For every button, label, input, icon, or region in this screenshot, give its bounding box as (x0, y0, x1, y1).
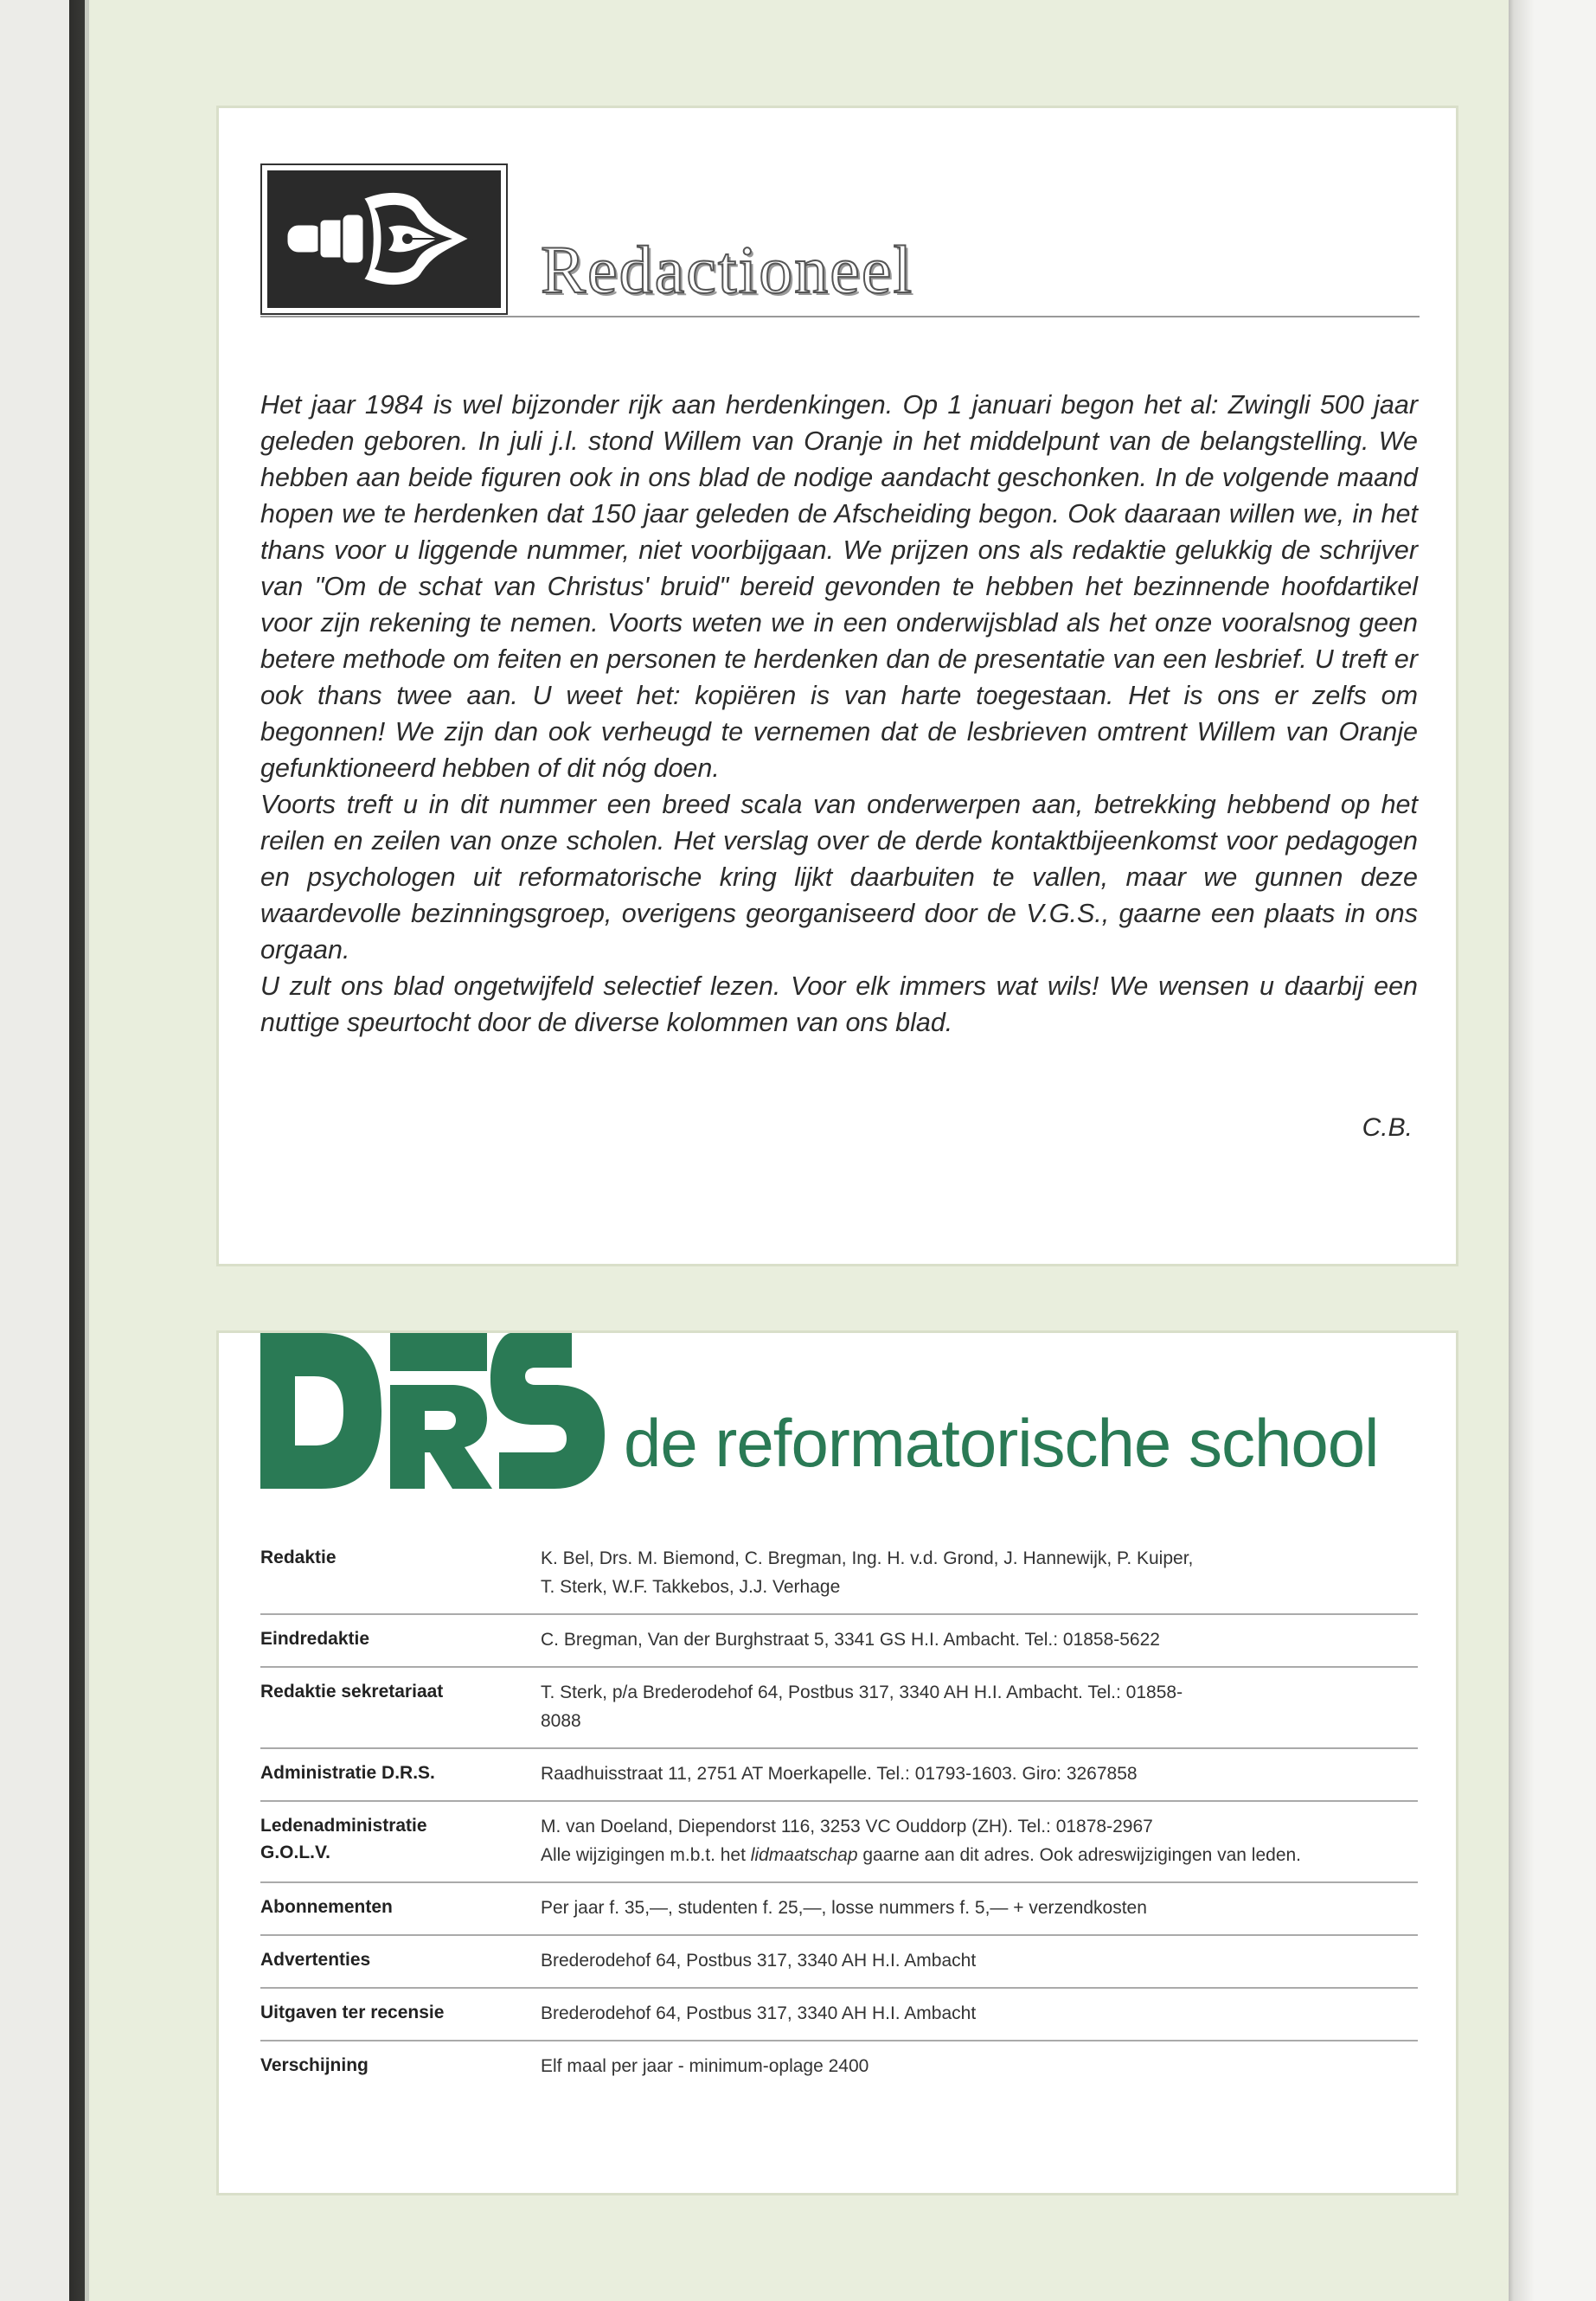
editorial-paragraph-2: Voorts treft u in dit nummer een breed scala van onderwerpen aan, betrekking hebbend op het reilen en zeilen van onze scholen. Het verslag over de derde kontaktbijeenkomst voor pedagogen en psychologen uit reformatorische kring lijkt daarbuiten te vallen, maar we gunnen deze waardevolle bezinningsgroep, overigens georganiseerd door de V.G.S., gaarne een plaats in ons orgaan. (260, 790, 1418, 965)
header-divider (260, 316, 1420, 317)
row-label: Verschijning (260, 2055, 369, 2075)
row-label: Redaktie (260, 1548, 337, 1567)
row-value (541, 1625, 1418, 1654)
row-label: Redaktie sekretariaat (260, 1682, 444, 1702)
colofon-row-administratie (260, 1749, 1418, 1802)
row-value (541, 1999, 1418, 2028)
colofon-row-abonnementen (260, 1883, 1418, 1936)
row-line: Brederodehof 64, Postbus 317, 3340 AH H.I. Ambacht (541, 1951, 977, 1971)
colofon-row-redaktie (260, 1534, 1418, 1615)
school-name: de reformatorische school (624, 1405, 1379, 1481)
colofon-row-advertenties (260, 1936, 1418, 1989)
row-label-line: Ledenadministratie (260, 1816, 427, 1836)
row-value (541, 2052, 1418, 2080)
note-text: Alle wijzigingen m.b.t. het (541, 1845, 751, 1865)
fountain-pen-nib-icon (267, 170, 501, 306)
editorial-body (260, 387, 1418, 1041)
row-line: C. Bregman, Van der Burghstraat 5, 3341 GS H.I. Ambacht. Tel.: 01858-5622 (541, 1630, 1160, 1650)
row-value (541, 1544, 1418, 1601)
editorial-panel (216, 106, 1458, 1266)
row-label: Administratie D.R.S. (260, 1763, 435, 1783)
note-text: gaarne aan dit adres. Ook adreswijzigingen van leden. (857, 1845, 1302, 1865)
editorial-paragraph-1: Het jaar 1984 is wel bijzonder rijk aan herdenkingen. Op 1 januari begon het al: Zwingli 500 jaar geleden geboren. In juli j.l. stond Willem van Oranje in het middelpunt van de belangstelling. We hebben aan beide figuren ook in ons blad de nodige aandacht geschonken. In de volgende maand hopen we te herdenken dat 150 jaar geleden de Afscheiding begon. Ook daaraan willen we, in het thans voor u liggende nummer, niet voorbijgaan. We prijzen ons als redaktie gelukkig de schrijver van "Om de schat van Christus' bruid" bereid gevonden te hebben het bezinnende hoofdartikel voor zijn rekening te nemen. Voorts weten we in een onderwijsblad als het onze vooralsnog geen betere methode om feiten en personen te herdenken dan de presentatie van een lesbrief. U treft er ook thans twee aan. U weet het: kopiëren is van harte toegestaan. Het is ons er zelfs om begonnen! We zijn dan ook verheugd te vernemen dat de lesbrieven omtrent Willem van Oranje gefunktioneerd hebben of dit nóg doen. (260, 390, 1418, 783)
row-line: M. van Doeland, Diependorst 116, 3253 VC Ouddorp (ZH). Tel.: 01878-2967 (541, 1817, 1153, 1836)
row-line: K. Bel, Drs. M. Biemond, C. Bregman, Ing. H. v.d. Grond, J. Hannewijk, P. Kuiper, (541, 1548, 1194, 1568)
row-value (541, 1759, 1418, 1788)
row-label: Eindredaktie (260, 1629, 370, 1649)
editorial-signature: C.B. (1362, 1113, 1413, 1142)
row-value (541, 1946, 1418, 1975)
row-value (541, 1812, 1418, 1869)
colofon-row-eindredaktie (260, 1615, 1418, 1668)
row-label (260, 1812, 541, 1869)
editorial-paragraph-3: U zult ons blad ongetwijfeld selectief lezen. Voor elk immers wat wils! We wensen u daarbij een nuttige speurtocht door de diverse kolommen van ons blad. (260, 971, 1418, 1037)
scan-right-edge (1509, 0, 1596, 2301)
row-value (541, 1678, 1418, 1735)
row-value (541, 1894, 1418, 1922)
row-line: T. Sterk, p/a Brederodehof 64, Postbus 317, 3340 AH H.I. Ambacht. Tel.: 01858- (541, 1682, 1183, 1702)
colofon-row-sekretariaat (260, 1668, 1418, 1749)
colofon-panel (216, 1330, 1458, 2195)
row-label: Advertenties (260, 1950, 371, 1970)
colofon-row-recensie (260, 1989, 1418, 2041)
row-line: Brederodehof 64, Postbus 317, 3340 AH H.I. Ambacht (541, 2003, 977, 2023)
colofon-row-ledenadministratie (260, 1802, 1418, 1883)
row-label: Abonnementen (260, 1897, 393, 1917)
row-line: Raadhuisstraat 11, 2751 AT Moerkapelle. Tel.: 01793-1603. Giro: 3267858 (541, 1764, 1138, 1784)
scan-left-edge (0, 0, 85, 2301)
row-line: Per jaar f. 35,—, studenten f. 25,—, losse nummers f. 5,— + verzendkosten (541, 1898, 1147, 1918)
row-line: T. Sterk, W.F. Takkebos, J.J. Verhage (541, 1577, 841, 1597)
row-note (541, 1841, 1418, 1869)
row-label: Uitgaven ter recensie (260, 2003, 445, 2022)
row-line: 8088 (541, 1711, 581, 1731)
editorial-logo (260, 163, 508, 315)
colofon-table (260, 1534, 1418, 2093)
drs-logo (260, 1333, 606, 1493)
colofon-row-verschijning (260, 2041, 1418, 2093)
editorial-title: Redactioneel (541, 232, 914, 307)
note-emphasis: lidmaatschap (750, 1845, 858, 1865)
row-line: Elf maal per jaar - minimum-oplage 2400 (541, 2056, 869, 2076)
row-label-line: G.O.L.V. (260, 1843, 330, 1862)
